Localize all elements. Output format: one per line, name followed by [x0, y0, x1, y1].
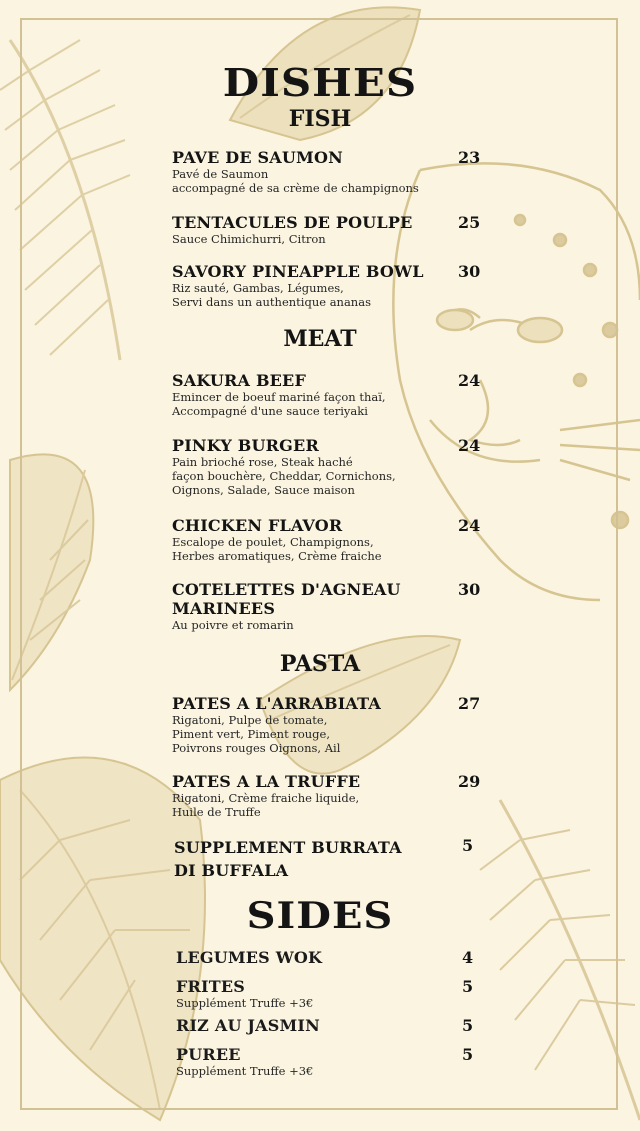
side-item	[176, 977, 313, 1010]
menu-item	[172, 148, 492, 195]
item-desc: Emincer de boeuf mariné façon thaï,	[172, 390, 386, 404]
menu-item	[172, 436, 492, 497]
item-price: 30	[458, 262, 481, 281]
menu-item	[174, 836, 494, 882]
item-desc: accompagné de sa crème de champignons	[172, 181, 419, 195]
item-name: RIZ AU JASMIN	[176, 1016, 320, 1035]
meat-section-title: MEAT	[283, 326, 357, 352]
item-name: SAVORY PINEAPPLE BOWL	[172, 262, 424, 281]
item-desc: Au poivre et romarin	[172, 618, 294, 632]
item-desc: façon bouchère, Cheddar, Cornichons,	[172, 469, 396, 483]
fish-section-title: FISH	[288, 106, 352, 132]
item-price: 24	[458, 516, 481, 535]
item-desc: Poivrons rouges Oignons, Ail	[172, 741, 341, 755]
dishes-title: DISHES	[222, 59, 418, 106]
item-desc: Supplément Truffe +3€	[176, 996, 314, 1010]
item-price: 24	[458, 436, 481, 455]
item-name: COTELETTES D'AGNEAU	[172, 580, 401, 599]
item-name: FRITES	[176, 977, 245, 996]
item-price: 5	[462, 1016, 474, 1035]
menu-item	[172, 262, 492, 309]
item-price: 5	[462, 1045, 474, 1064]
item-desc: Rigatoni, Crème fraiche liquide,	[172, 791, 360, 805]
menu-item	[172, 694, 492, 755]
item-desc: Pavé de Saumon	[172, 167, 269, 181]
item-price: 5	[462, 977, 474, 996]
menu-item	[172, 213, 492, 246]
item-name: SUPPLEMENT BURRATA	[174, 838, 402, 857]
item-desc: Pain brioché rose, Steak haché	[172, 455, 353, 469]
item-desc: Herbes aromatiques, Crème fraiche	[172, 549, 382, 563]
item-desc: Oignons, Salade, Sauce maison	[172, 483, 355, 497]
item-desc: Accompagné d'une sauce teriyaki	[172, 404, 368, 418]
side-item	[176, 1045, 313, 1078]
item-price: 23	[458, 148, 481, 167]
item-name: PINKY BURGER	[172, 436, 319, 455]
menu-item	[172, 772, 492, 819]
item-name: PATES A LA TRUFFE	[172, 772, 361, 791]
item-name: PUREE	[176, 1045, 241, 1064]
item-desc: Servi dans un authentique ananas	[172, 295, 371, 309]
side-item	[176, 1016, 320, 1035]
item-price: 27	[458, 694, 481, 713]
pasta-section-title: PASTA	[279, 651, 361, 677]
item-name: LEGUMES WOK	[176, 948, 323, 967]
item-name-line2: MARINEES	[172, 599, 276, 618]
item-desc: Escalope de poulet, Champignons,	[172, 535, 374, 549]
menu-item	[172, 580, 492, 632]
item-price: 29	[458, 772, 481, 791]
menu-item	[172, 371, 492, 418]
sides-title: SIDES	[246, 893, 394, 938]
item-name: SAKURA BEEF	[172, 371, 307, 390]
item-price: 25	[458, 213, 481, 232]
item-price: 24	[458, 371, 481, 390]
item-desc: Sauce Chimichurri, Citron	[172, 232, 326, 246]
item-desc: Supplément Truffe +3€	[176, 1064, 314, 1078]
item-desc: Riz sauté, Gambas, Légumes,	[172, 281, 344, 295]
item-name: TENTACULES DE POULPE	[172, 213, 413, 232]
item-name-line2: DI BUFFALA	[174, 861, 289, 880]
item-name: PATES A L'ARRABIATA	[172, 694, 381, 713]
item-price: 30	[458, 580, 481, 599]
item-desc: Piment vert, Piment rouge,	[172, 727, 331, 741]
item-desc: Huile de Truffe	[172, 805, 261, 819]
item-name: CHICKEN FLAVOR	[172, 516, 343, 535]
item-price: 4	[462, 948, 474, 967]
item-name: PAVE DE SAUMON	[172, 148, 343, 167]
side-item	[176, 948, 322, 967]
item-price: 5	[462, 836, 474, 855]
menu-item	[172, 516, 492, 563]
item-desc: Rigatoni, Pulpe de tomate,	[172, 713, 328, 727]
